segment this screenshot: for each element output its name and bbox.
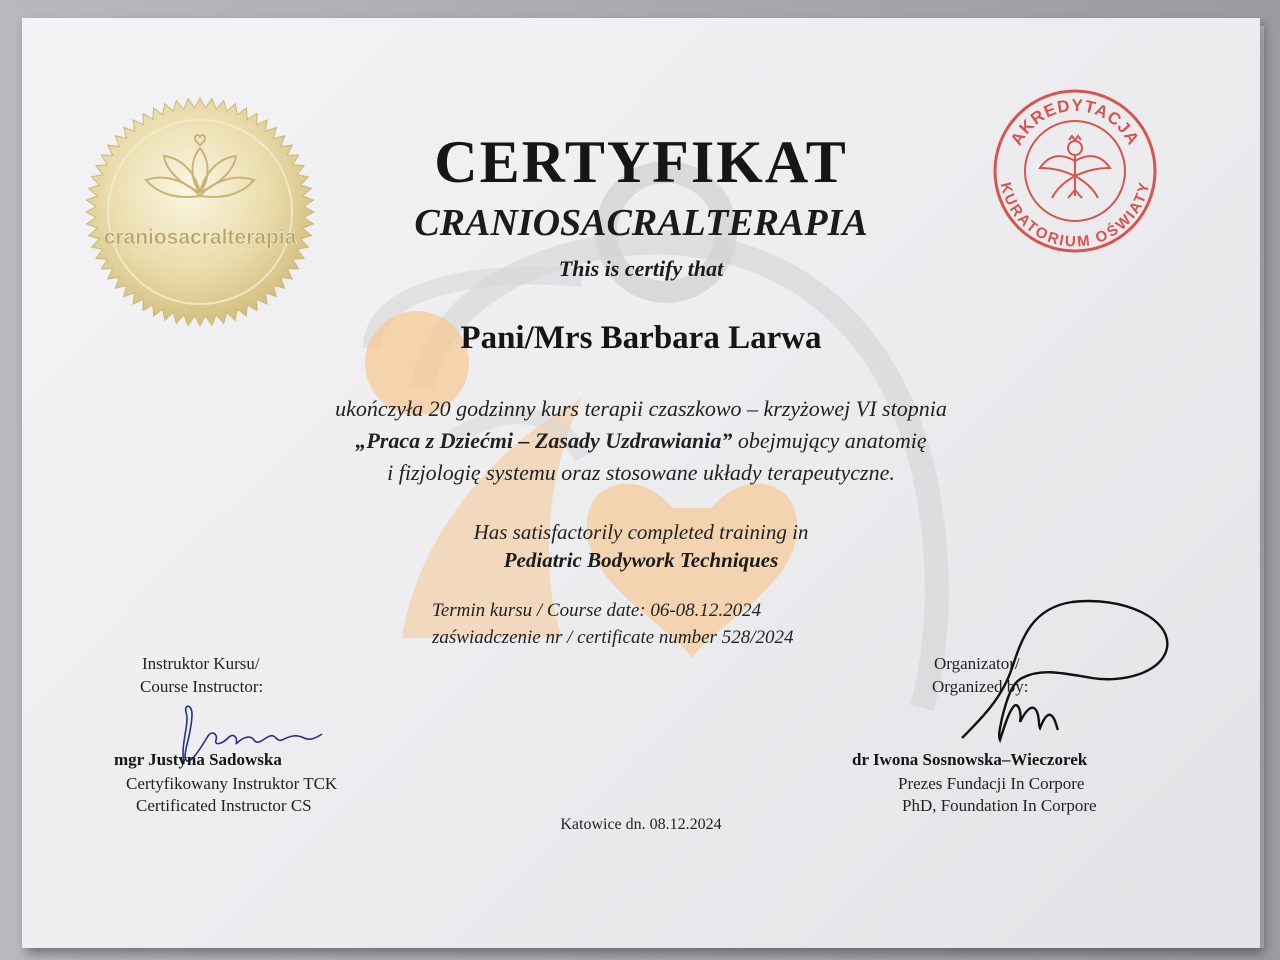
organizer-title-en: PhD, Foundation In Corpore	[902, 796, 1097, 815]
seal-text: craniosacralterapia	[103, 226, 297, 249]
organizer-name: dr Iwona Sosnowska–Wieczorek	[852, 750, 1088, 769]
organizer-title-pl: Prezes Fundacji In Corpore	[898, 774, 1085, 793]
certificate-subtitle: CRANIOSACRALTERAPIA	[414, 202, 868, 244]
organizer-label-pl: Organizator/	[934, 654, 1020, 673]
organizer-label-en: Organized by:	[932, 677, 1029, 696]
instructor-label-en: Course Instructor:	[140, 677, 264, 696]
polish-description-line-2	[22, 428, 1260, 454]
organizer-signature	[922, 588, 1182, 748]
polish-description-line-3: i fizjologię systemu oraz stosowane układy terapeutyczne.	[387, 460, 895, 485]
course-date: Termin kursu / Course date: 06-08.12.2024	[432, 600, 762, 621]
instructor-title-en: Certificated Instructor CS	[136, 796, 312, 815]
polish-description-line-1: ukończyła 20 godzinny kurs terapii czaszkowo – krzyżowej VI stopnia	[335, 396, 947, 421]
polish-description-line-2-rest: obejmujący anatomię	[732, 428, 927, 453]
course-title-english: Pediatric Bodywork Techniques	[503, 548, 779, 572]
instructor-label-pl: Instruktor Kursu/	[142, 654, 260, 673]
place-and-date: Katowice dn. 08.12.2024	[560, 816, 722, 833]
certificate-number: zaświadczenie nr / certificate number 528/2024	[432, 627, 794, 648]
recipient-name: Pani/Mrs Barbara Larwa	[460, 320, 822, 356]
certificate-title: CERTYFIKAT	[434, 129, 848, 195]
certify-line: This is certify that	[558, 256, 724, 281]
instructor-name: mgr Justyna Sadowska	[114, 750, 282, 769]
stamp-bottom-text: KURATORIUM OŚWIATY	[996, 180, 1154, 251]
instructor-title-pl: Certyfikowany Instruktor TCK	[126, 774, 338, 793]
stamp-top-text: AKREDYTACJA	[1006, 95, 1144, 149]
course-title-polish: „Praca z Dziećmi – Zasady Uzdrawiania”	[355, 428, 733, 453]
english-description-line: Has satisfactorily completed training in	[473, 520, 809, 544]
certificate-page	[22, 18, 1260, 948]
